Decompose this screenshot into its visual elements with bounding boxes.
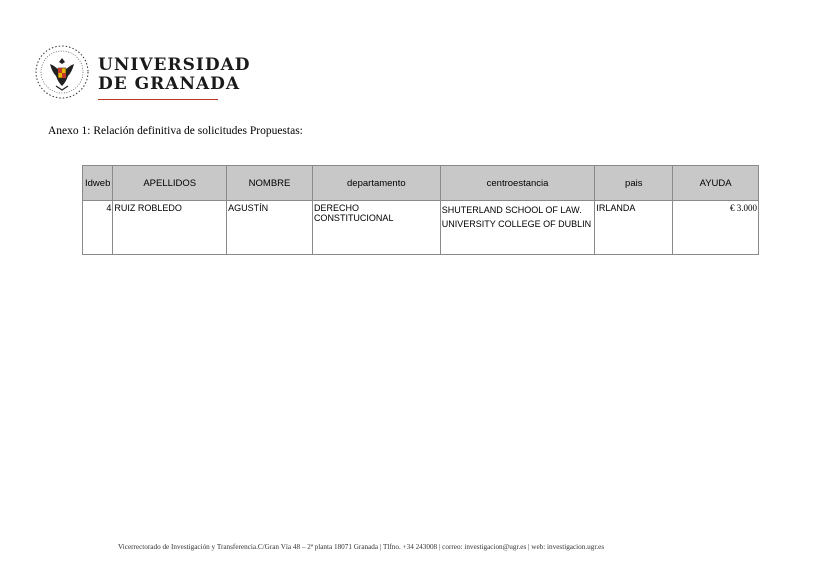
table-header-row [83,166,759,201]
cell-pais: IRLANDA [595,201,673,255]
header-ayuda: AYUDA [673,166,759,201]
header-nombre: NOMBRE [227,166,313,201]
logo-line-1: UNIVERSIDAD [98,55,251,75]
header-pais: pais [595,166,673,201]
cell-idweb: 4 [83,201,113,255]
logo-underline [98,99,218,100]
page-footer: Vicerrectorado de Investigación y Transferencia.C/Gran Vía 48 – 2ª planta 18071 Granada | Tlfno. +34 243008 | correo: investigacion@ugr.es | web: investigacion.ugr.es [118,543,605,551]
cell-nombre: AGUSTÍN [227,201,313,255]
cell-centroestancia: SHUTERLAND SCHOOL OF LAW. UNIVERSITY COLLEGE OF DUBLIN [440,201,595,255]
university-logo [34,44,251,104]
university-seal-icon [34,44,90,100]
header-departamento: departamento [312,166,440,201]
table-row [83,201,759,255]
header-apellidos: APELLIDOS [113,166,227,201]
cell-apellidos: RUIZ ROBLEDO [113,201,227,255]
header-centroestancia: centroestancia [440,166,595,201]
applications-table [82,165,759,255]
cell-departamento: DERECHO CONSTITUCIONAL [312,201,440,255]
header-idweb: Idweb [83,166,113,201]
annex-title: Anexo 1: Relación definitiva de solicitudes Propuestas: [48,125,303,137]
logo-line-2: DE GRANADA [98,74,241,94]
cell-ayuda: € 3.000 [673,201,759,255]
